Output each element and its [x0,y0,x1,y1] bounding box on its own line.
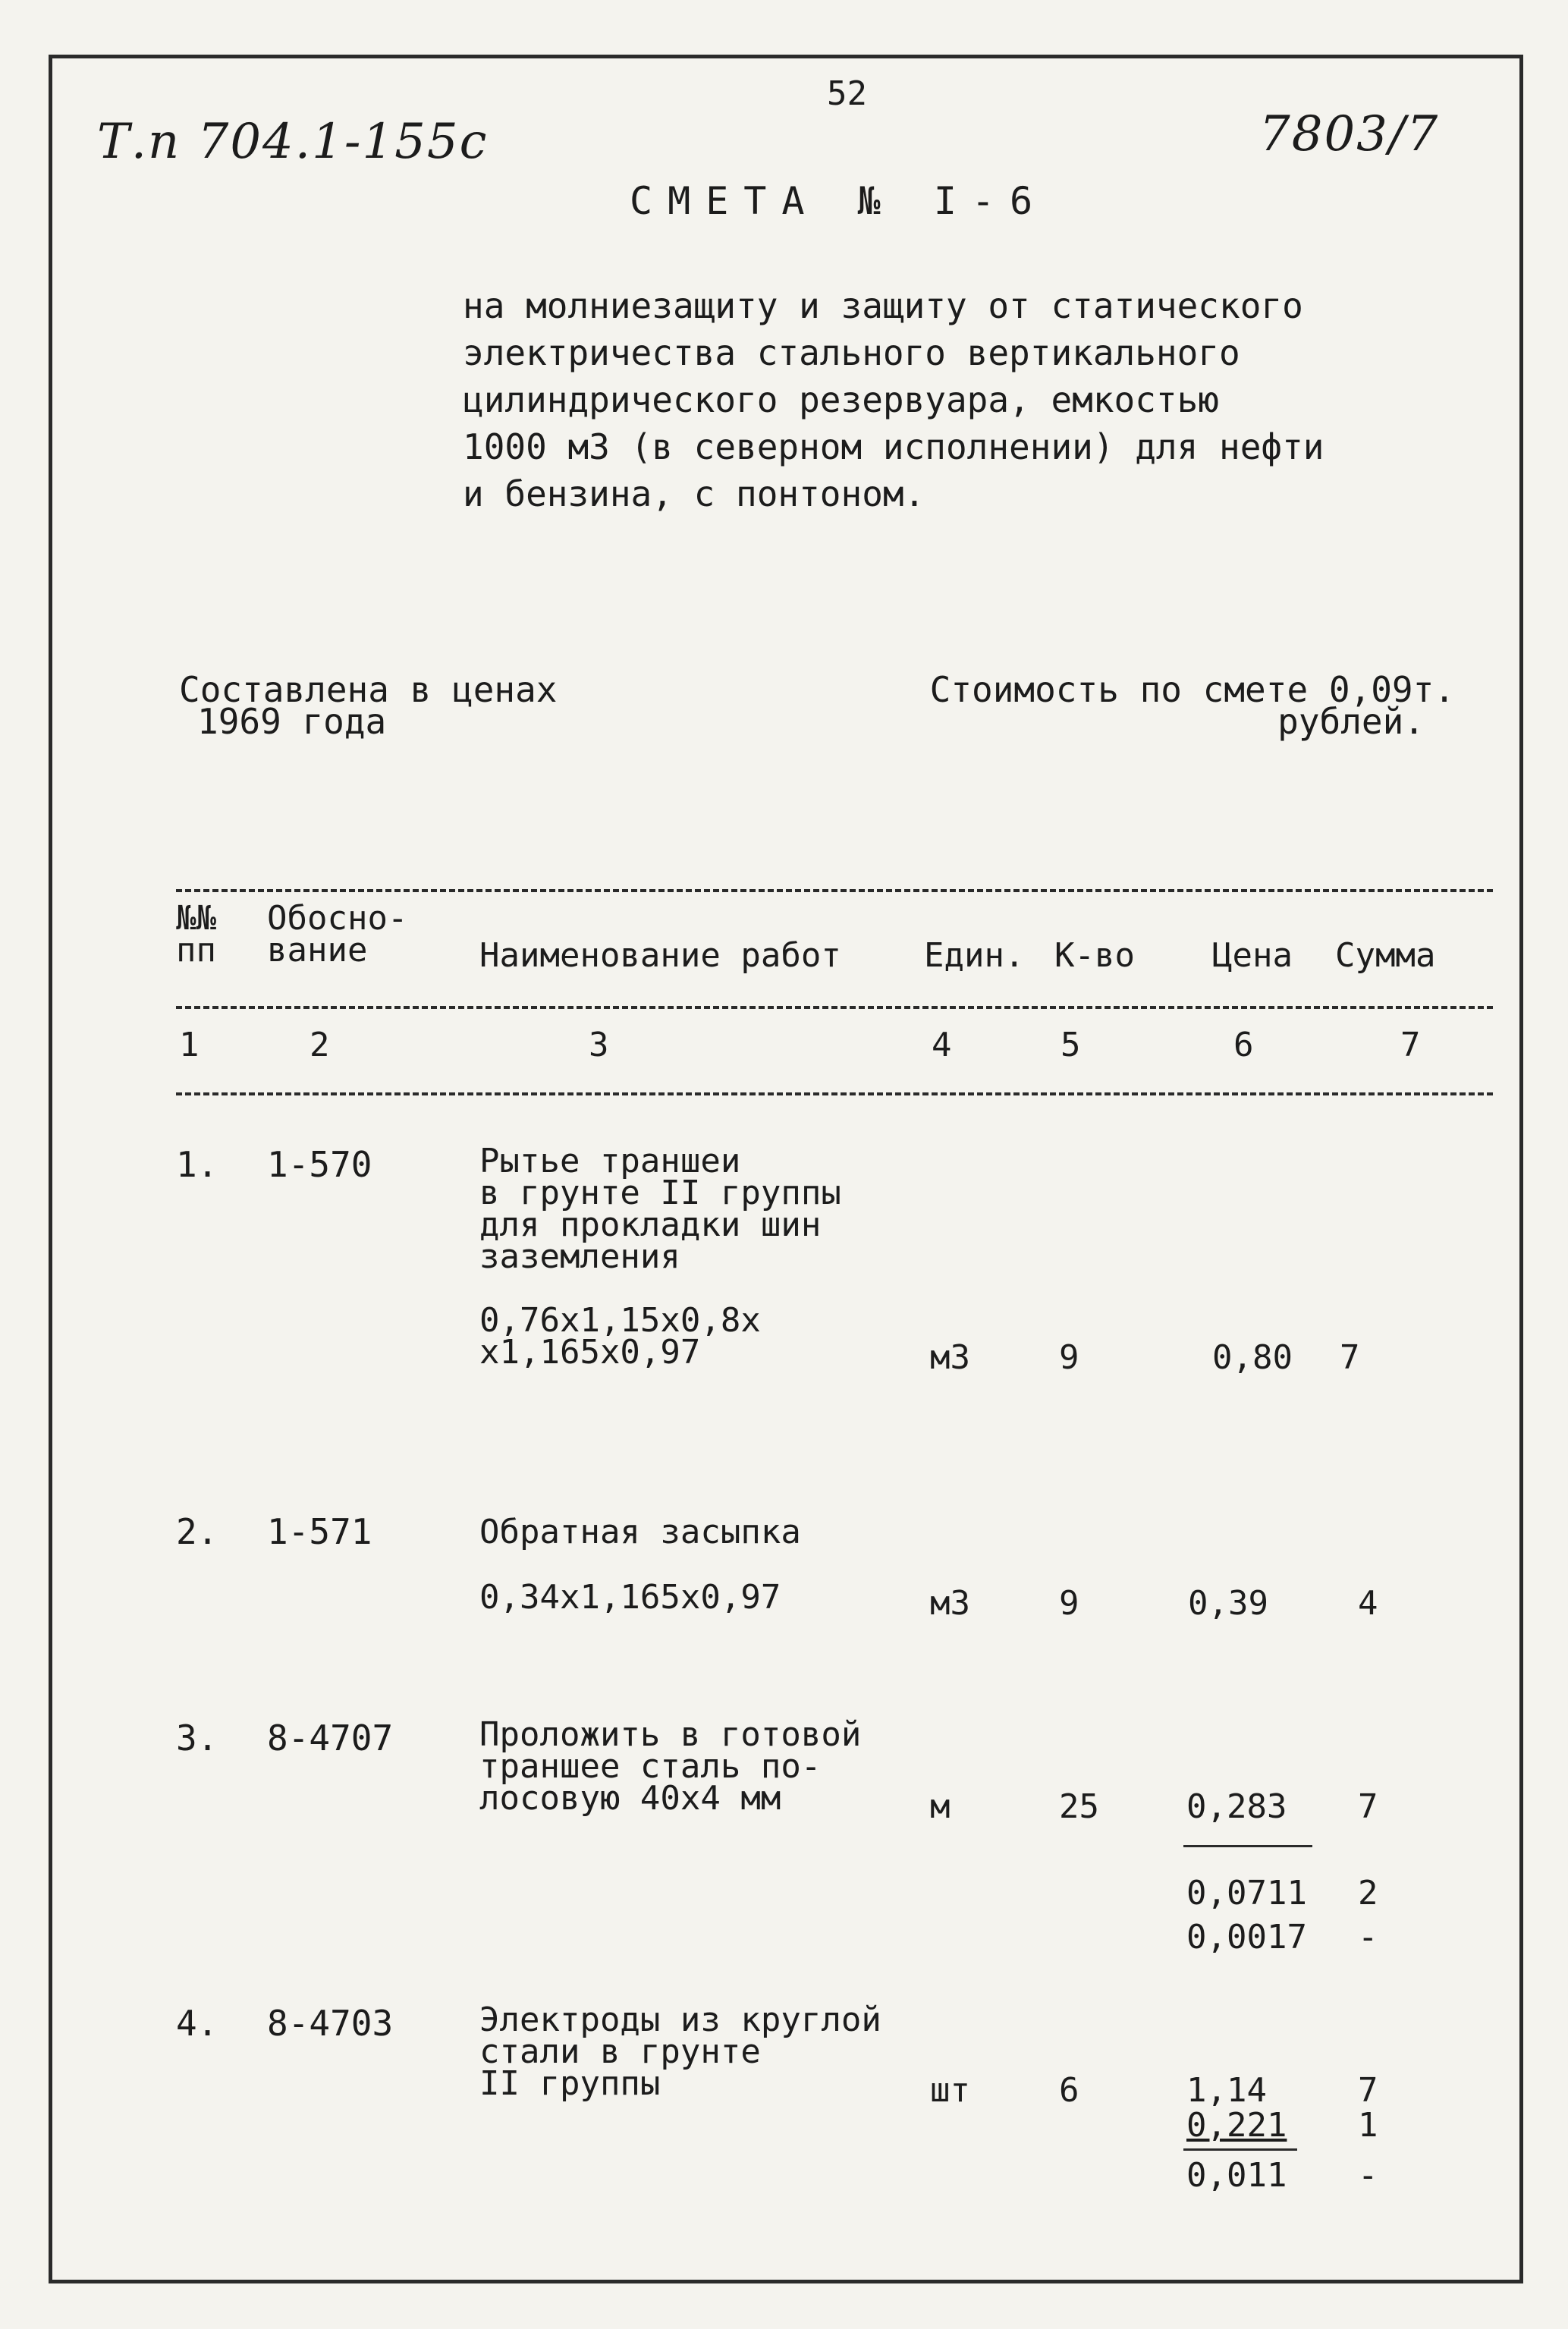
prices-note-line: 1969 года [197,701,387,742]
col-number-4: 4 [932,1026,952,1064]
table-header-rule [176,1006,1493,1009]
col-number-1: 1 [179,1026,200,1064]
row1-calc: 0,76х1,15х0,8х х1,165х0,97 [479,1301,761,1372]
col-number-5: 5 [1061,1026,1081,1064]
table-top-rule [176,889,1493,892]
col-number-6: 6 [1233,1026,1254,1064]
row2-name: Обратная засыпка [479,1513,801,1551]
row4-num: 4. [176,2003,218,2044]
row2-calc: 0,34х1,165х0,97 [479,1578,781,1617]
row2-sum: 4 [1358,1584,1378,1623]
row4-sum2: 1 [1358,2106,1378,2145]
row3-sum2: 2 [1358,1874,1378,1913]
col-header-price: Цена [1212,936,1293,975]
handwritten-doc-code: Т.п 704.1-155с [97,114,489,170]
row1-qty: 9 [1059,1338,1079,1377]
row3-price-divider [1183,1845,1312,1847]
row4-price: 1,14 [1186,2071,1267,2110]
description-line: на молниезащиту и защиту от статического [463,285,1303,326]
row3-sum3: - [1358,1918,1378,1957]
col-number-3: 3 [589,1026,609,1064]
description-line: 1000 м3 (в северном исполнении) для нефти [463,426,1324,467]
row3-price3: 0,0017 [1186,1918,1307,1957]
row1-price: 0,80 [1212,1338,1293,1377]
row2-num: 2. [176,1511,218,1552]
prices-note-line: Составлена в ценах [179,669,558,710]
row4-name: Электроды из круглой стали в грунте II группы [479,2001,881,2103]
row4-price3: 0,011 [1186,2156,1287,2195]
row3-name: Проложить в готовой траншее сталь по- лосовую 40х4 мм [479,1715,862,1818]
col-number-7: 7 [1400,1026,1421,1064]
handwritten-number: 7803/7 [1259,106,1440,162]
col-number-2: 2 [310,1026,330,1064]
row3-num: 3. [176,1718,218,1759]
col-header-basis: Обосно- вание [267,899,408,970]
row1-basis: 1-570 [267,1144,372,1185]
row4-basis: 8-4703 [267,2003,394,2044]
col-header-qty: К-во [1054,936,1135,975]
row3-basis: 8-4707 [267,1718,394,1759]
row3-price2: 0,0711 [1186,1874,1307,1913]
page-number: 52 [827,74,867,113]
col-header-unit: Един. [924,936,1025,975]
cost-note-line: Стоимость по смете 0,09т. [929,669,1455,710]
description-line: и бензина, с понтоном. [463,473,925,514]
cost-note-line: рублей. [1277,701,1425,742]
row4-sum: 7 [1358,2071,1378,2110]
prices-note [179,669,558,742]
description-line: цилиндрического резервуара, емкостью [463,379,1219,420]
row3-sum: 7 [1358,1787,1378,1826]
row2-qty: 9 [1059,1584,1079,1623]
row4-price2: 0,221 [1186,2106,1287,2145]
row2-price: 0,39 [1188,1584,1268,1623]
row2-basis: 1-571 [267,1511,372,1552]
row3-price: 0,283 [1186,1787,1287,1826]
row3-unit: м [930,1787,951,1826]
row1-unit: м3 [930,1338,970,1377]
description-line: электричества стального вертикального [463,332,1240,373]
document-description [463,282,1324,517]
row2-unit: м3 [930,1584,970,1623]
col-header-num: №№ пп [176,899,216,970]
row4-price-divider [1183,2148,1297,2151]
row3-qty: 25 [1059,1787,1099,1826]
row4-sum3: - [1358,2156,1378,2195]
row1-name: Рытье траншеи в грунте II группы для прокладки шин заземления [479,1142,841,1276]
row4-qty: 6 [1059,2071,1079,2110]
table-numbers-rule [176,1092,1493,1095]
row1-num: 1. [176,1144,218,1185]
col-header-name: Наименование работ [479,936,841,975]
col-header-sum: Сумма [1335,936,1436,975]
document-title: СМЕТА № I-6 [630,179,1048,223]
cost-note [909,669,1455,742]
row4-unit: шт [930,2071,970,2110]
row1-sum: 7 [1340,1338,1360,1377]
